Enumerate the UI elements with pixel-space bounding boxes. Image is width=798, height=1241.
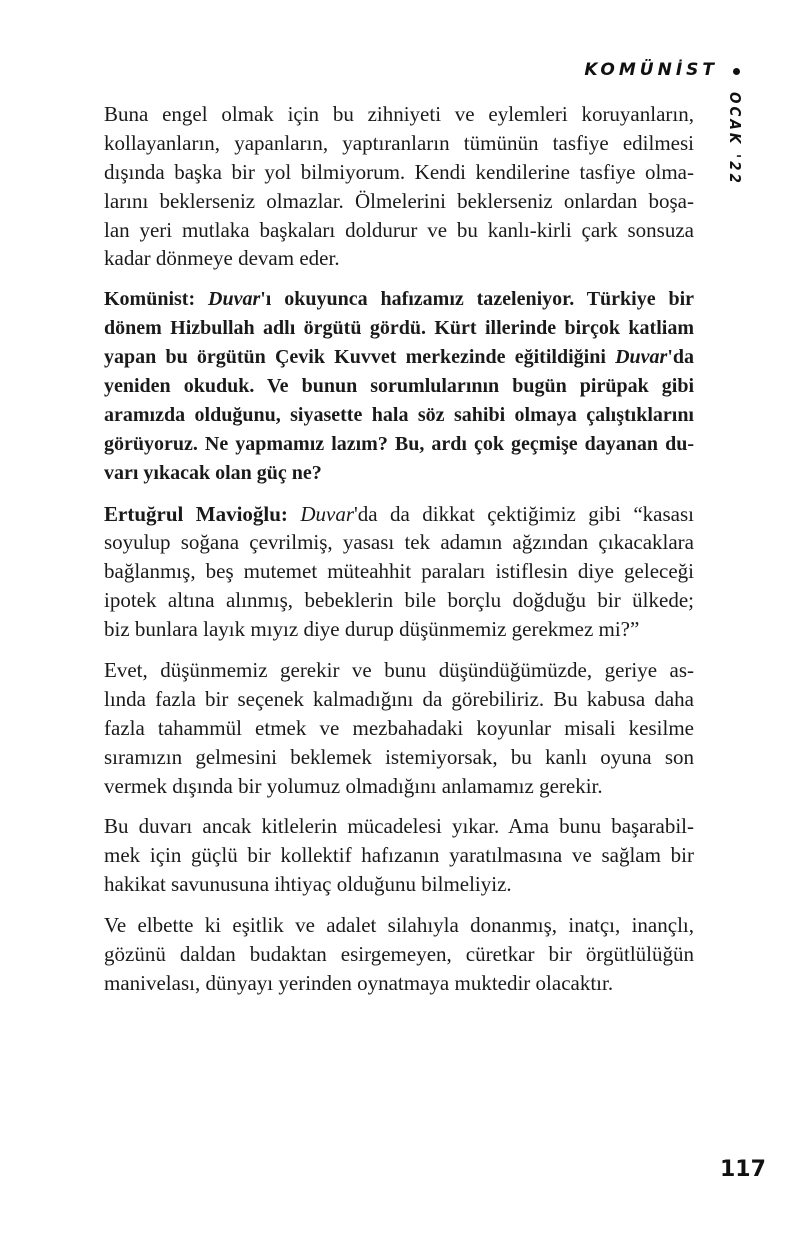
text-line: fazla tahammül etmek ve mezbahadaki koyunlar misali kesilme [104, 715, 694, 740]
paragraph [104, 911, 694, 998]
text-line: Bu duvarı ancak kitlelerin mücadelesi yıkar. Ama bunu başarabil- [104, 814, 694, 839]
text-line: Evet, düşünmemiz gerekir ve bunu düşündüğümüzde, geriye as- [104, 658, 694, 683]
interview-question [104, 285, 694, 487]
text-line: mek için güçlü bir kollektif hafızanın yaratılmasına ve sağlam bir [104, 843, 694, 868]
paragraph [104, 812, 694, 899]
text-line: Ve elbette ki eşitlik ve adalet silahıyla donanmış, inatçı, inançlı, [104, 913, 694, 938]
text-line: biz bunlara layık mıyız diye durup düşünmemiz gerekmez mi?” [104, 617, 640, 642]
text-line: varı yıkacak olan güç ne? [104, 461, 322, 484]
text-line: aramızda olduğunu, siyasette hala söz sahibi olmaya çalıştıklarını [104, 403, 694, 426]
text-line [104, 285, 694, 314]
text-line: yeniden okuduk. Ve bunun sorumlularının bugün pirüpak gibi [104, 375, 694, 398]
text-line: lında fazla bir seçenek kalmadığını da görebiliriz. Bu kabusa daha [104, 686, 694, 711]
paragraph [104, 656, 694, 800]
text-line: ipotek altına alınmış, bebeklerin bile borçlu doğduğu bir ülkede; [104, 588, 694, 613]
speaker-label: Ertuğrul Mavioğlu: [104, 501, 288, 526]
text-line: lan yeri mutlaka başkaları doldurur ve bu kanlı-kirli çark sonsuza [104, 217, 694, 242]
bullet-dot-icon [733, 68, 740, 75]
text-line [104, 500, 694, 529]
paragraph [104, 100, 694, 273]
text-line: larını beklerseniz olmazlar. Ölmelerini beklerseniz onlardan boşa- [104, 188, 694, 213]
text-line: sıramızın gelmesini beklemek istemiyorsak, bu kanlı oyuna son [104, 744, 694, 769]
text-line: hakikat savunusuna ihtiyaç olduğunu bilmeliyiz. [104, 872, 512, 897]
text-fragment: Duvar'ı okuyunca hafızamız tazeleniyor. Türkiye bir [208, 288, 695, 311]
text-line: kollayanların, yapanların, yaptıranların tümünün tasfiye edilmesi [104, 130, 694, 155]
text-line: kadar dönmeye devam eder. [104, 246, 340, 271]
text-line: soyulup soğana çevrilmiş, yasası tek adamın ağzından çıkacaklara [104, 530, 694, 555]
speaker-label: Komünist: [104, 288, 196, 311]
text-line: görüyoruz. Ne yapmamız lazım? Bu, ardı çok geçmişe dayanan du- [104, 432, 694, 455]
text-line: manivelası, dünyayı yerinden oynatmaya muktedir olacaktır. [104, 970, 614, 995]
text-line: yapan bu örgütün Çevik Kuvvet merkezinde eğitildiğini Duvar'da [104, 346, 694, 369]
text-line: vermek dışında bir yolumuz olmadığını anlamamız gerekir. [104, 773, 603, 798]
text-line: dışında başka bir yol bilmiyorum. Kendi kendilerine tasfiye olma- [104, 159, 694, 184]
text-line: Buna engel olmak için bu zihniyeti ve eylemleri koruyanların, [104, 102, 694, 126]
text-line: bağlanmış, beş mutemet müteahhit paraları istiflesin diye geleceği [104, 559, 694, 584]
article-body [104, 100, 694, 1010]
issue-date: OCAK '22 [726, 92, 744, 186]
text-line: gözünü daldan budaktan esirgemeyen, cüretkar bir örgütlülüğün [104, 942, 694, 967]
interview-answer [104, 500, 694, 644]
magazine-title: KOMÜNİST [584, 60, 718, 80]
text-line: dönem Hizbullah adlı örgütü gördü. Kürt illerinde birçok katliam [104, 317, 694, 340]
text-fragment: Duvar'da da dikkat çektiğimiz gibi “kasası [300, 501, 694, 526]
page-number: 117 [720, 1157, 766, 1182]
